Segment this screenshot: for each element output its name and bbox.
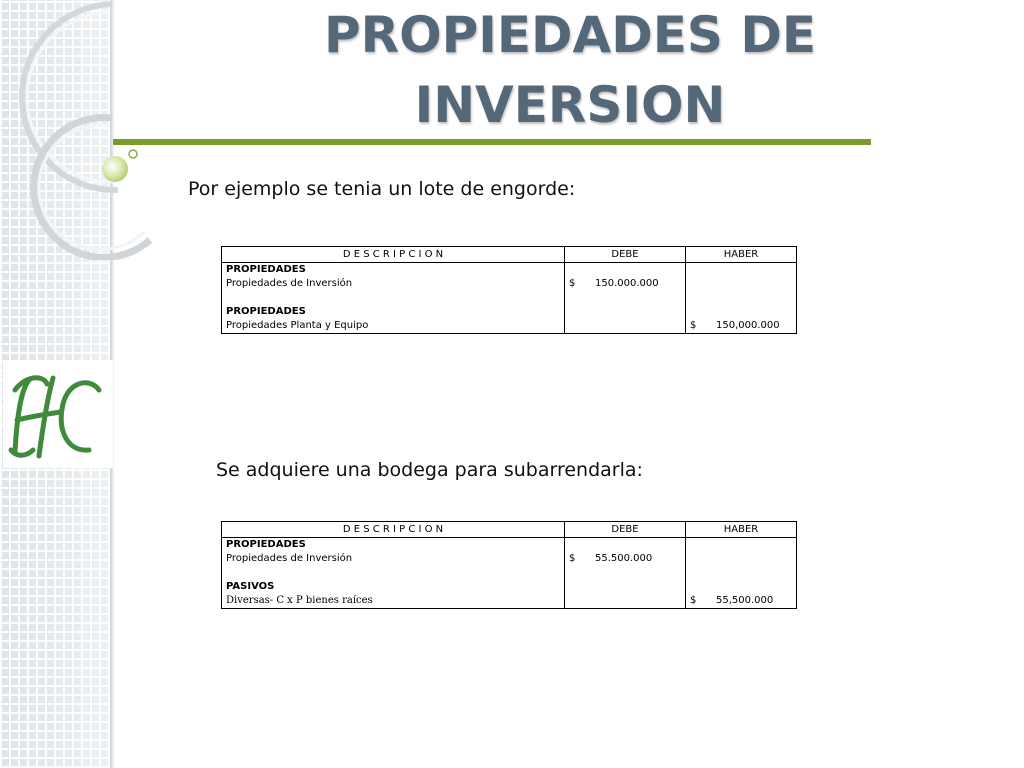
hc-logo — [3, 360, 113, 468]
logo-text: HC — [3, 360, 5, 361]
currency-symbol: $ — [569, 553, 576, 564]
debe-cell — [565, 538, 686, 609]
page-title: PROPIEDADES DE INVERSION — [324, 6, 816, 134]
table-header-row — [222, 247, 797, 263]
account-detail: Propiedades de Inversión — [226, 278, 353, 289]
table-header-row — [222, 522, 797, 538]
green-dot-icon — [102, 156, 128, 182]
debe-cell — [565, 263, 686, 334]
haber-cell — [686, 538, 797, 609]
description-cell — [222, 263, 565, 334]
example2-intro: Se adquiere una bodega para subarrendarla: — [216, 459, 643, 481]
currency-symbol: $ — [690, 595, 697, 606]
table-row — [222, 538, 797, 609]
account-name: PASIVOS — [226, 581, 275, 592]
account-detail: Diversas- C x P bienes raíces — [226, 595, 373, 606]
hc-monogram-icon — [3, 360, 113, 468]
currency-symbol: $ — [569, 278, 576, 289]
debe-amount: 55.500.000 — [595, 553, 653, 564]
account-name: PROPIEDADES — [226, 306, 306, 317]
debe-amount: 150.000.000 — [595, 278, 659, 289]
example1-intro: Por ejemplo se tenia un lote de engorde: — [188, 178, 576, 200]
header-haber: HABER — [686, 247, 797, 263]
description-cell — [222, 538, 565, 609]
table-row — [222, 263, 797, 334]
header-haber: HABER — [686, 522, 797, 538]
account-detail: Propiedades Planta y Equipo — [226, 320, 369, 331]
header-descripcion: D E S C R I P C I O N — [222, 522, 565, 538]
journal-table-2 — [221, 521, 797, 609]
account-name: PROPIEDADES — [226, 539, 306, 550]
header-descripcion: D E S C R I P C I O N — [222, 247, 565, 263]
account-detail: Propiedades de Inversión — [226, 553, 353, 564]
account-name: PROPIEDADES — [226, 264, 306, 275]
title-underline — [113, 139, 871, 145]
header-debe: DEBE — [565, 522, 686, 538]
currency-symbol: $ — [690, 320, 697, 331]
haber-cell — [686, 263, 797, 334]
journal-table-1 — [221, 246, 797, 334]
haber-amount: 150,000.000 — [716, 320, 780, 331]
small-ring-icon — [129, 150, 137, 158]
header-debe: DEBE — [565, 247, 686, 263]
haber-amount: 55,500.000 — [716, 595, 774, 606]
